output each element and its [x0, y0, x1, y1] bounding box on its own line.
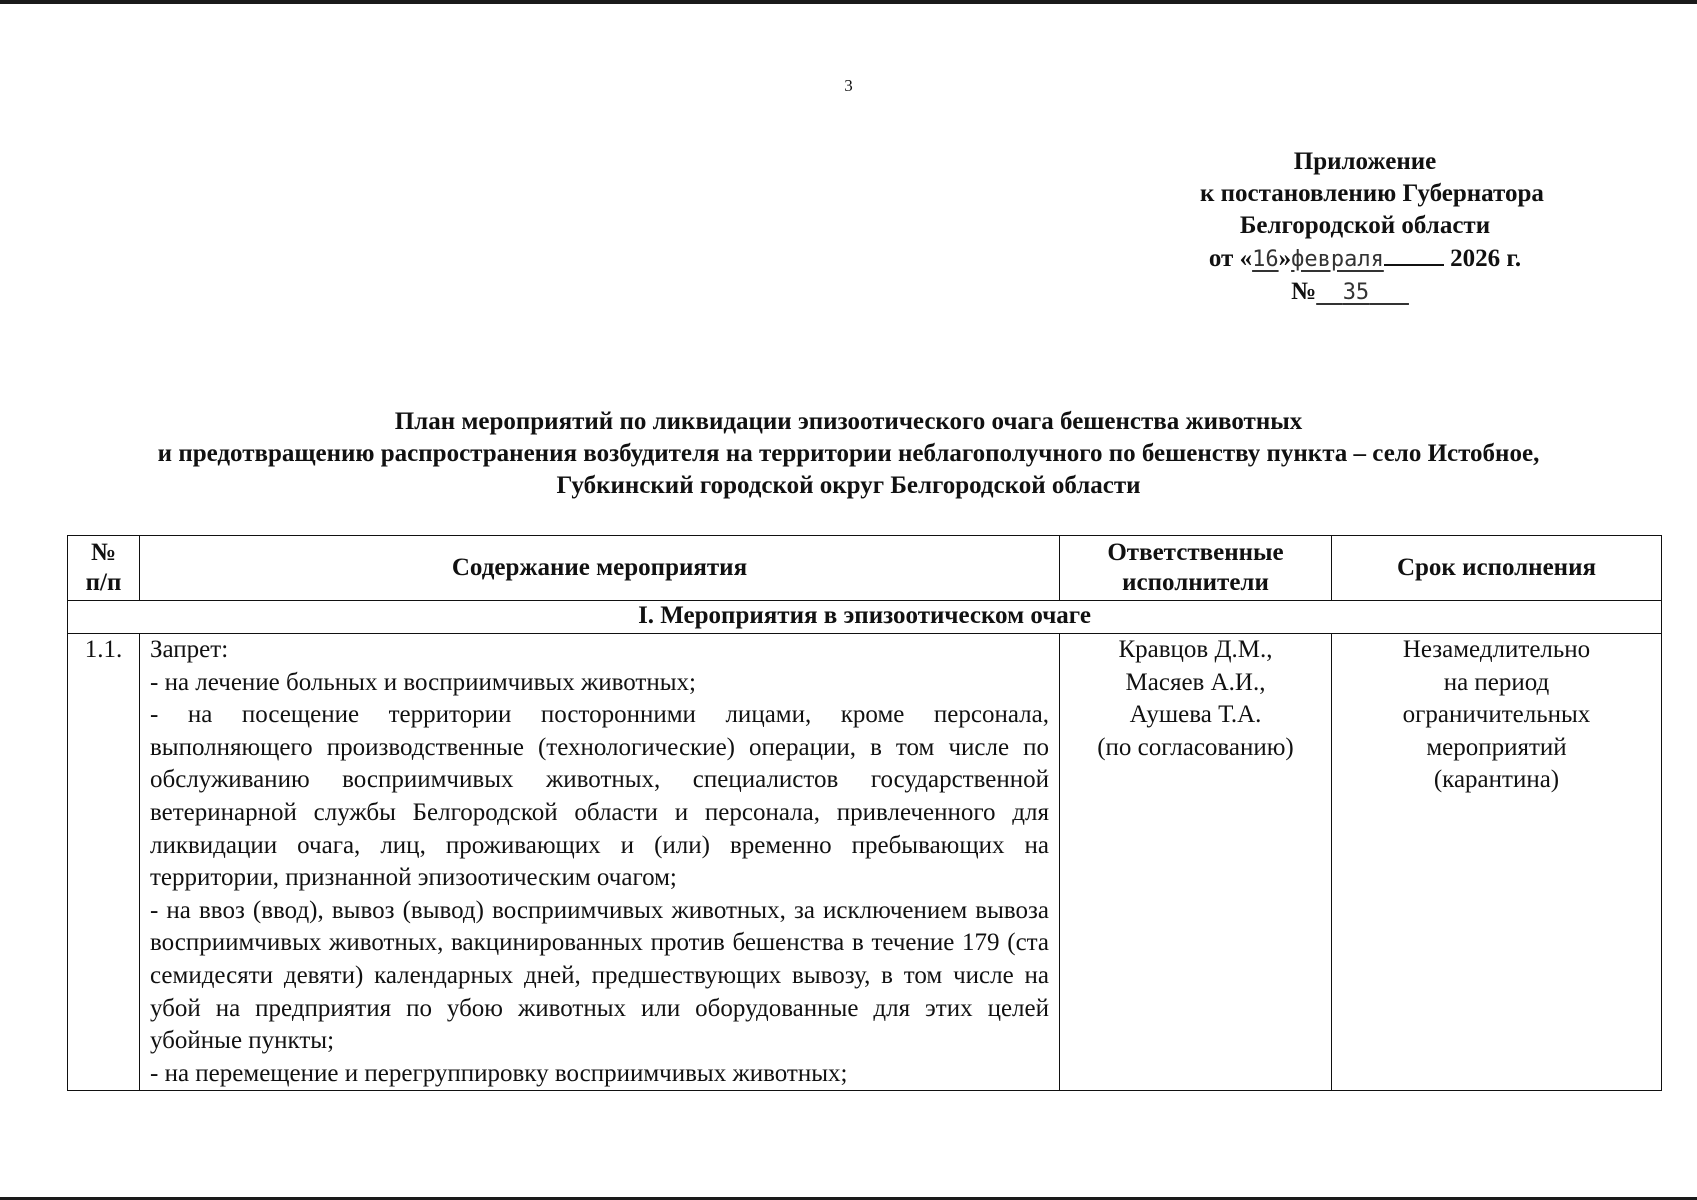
table-header-row	[68, 536, 1662, 601]
appendix-block	[1200, 146, 1544, 309]
content-item: - на перемещение и перегруппировку восприимчивых животных;	[150, 1059, 848, 1087]
row-content	[140, 634, 1060, 1091]
responsible-person: Масяев А.И.,	[1125, 668, 1266, 696]
number-prefix: №	[1291, 278, 1317, 305]
header-content: Содержание мероприятия	[140, 536, 1060, 601]
row-deadline	[1332, 634, 1662, 1091]
section-row	[68, 601, 1662, 634]
section-heading: I. Мероприятия в эпизоотическом очаге	[68, 601, 1662, 634]
title-line-2: и предотвращению распространения возбудителя на территории неблагополучного по бешенству пункта – село Истобное,	[157, 440, 1540, 467]
header-responsible	[1060, 536, 1332, 601]
page-number: 3	[844, 76, 853, 95]
title-line-1: План мероприятий по ликвидации эпизоотического очага бешенства животных	[394, 408, 1303, 435]
content-item: Запрет:	[150, 636, 229, 663]
deadline-line: (карантина)	[1433, 766, 1560, 794]
header-responsible-line1: Ответственные	[1107, 539, 1284, 566]
date-day: 16	[1252, 247, 1279, 272]
number-value-text: 35	[1342, 280, 1370, 305]
date-blank	[1384, 242, 1444, 266]
date-prefix: от «	[1208, 245, 1253, 272]
content-item: - на посещение территории посторонними лицами, кроме персонала, выполняющего производственные (технологические) операции, в том числе по обслуживанию восприимчивых животных, специалистов государственной ветеринарной службы Белгородской области и персонала, привлеченного для ликвидации очага, лиц, проживающих и (или) временно пребывающих на территории, признанной эпизоотическим очагом;	[150, 701, 1049, 892]
header-deadline: Срок исполнения	[1332, 536, 1662, 601]
responsible-person: Аушева Т.А.	[1129, 701, 1262, 729]
appendix-date	[1200, 242, 1530, 276]
header-number-line1: №	[90, 539, 117, 566]
plan-table	[67, 535, 1662, 1091]
responsible-note: (по согласованию)	[1097, 733, 1294, 761]
content-item: - на ввоз (ввод), вывоз (вывод) восприимчивых животных, за исключением вывоза восприимчивых животных, вакцинированных против бешенства в течение 179 (ста семидесяти девяти) календарных дней, предшествующих вывозу, в том числе на убой на предприятия по убою животных или оборудованные для этих целей убойные пункты;	[150, 896, 1049, 1055]
content-item: - на лечение больных и восприимчивых животных;	[150, 668, 696, 696]
deadline-line: на период	[1443, 668, 1550, 696]
number-value	[1316, 280, 1409, 305]
date-mid: »	[1278, 245, 1292, 272]
deadline-line: Незамедлительно	[1402, 636, 1591, 663]
responsible-person: Кравцов Д.М.,	[1118, 636, 1273, 663]
appendix-reference: к постановлению Губернатора	[1200, 180, 1544, 207]
deadline-line: мероприятий	[1426, 733, 1567, 761]
date-year: 2026 г.	[1450, 245, 1522, 272]
scan-border-top	[0, 0, 1697, 4]
header-number-line2: п/п	[85, 569, 122, 596]
appendix-region: Белгородской области	[1239, 212, 1491, 239]
table-row	[68, 634, 1662, 1091]
row-responsible	[1060, 634, 1332, 1091]
header-number	[68, 536, 140, 601]
appendix-title: Приложение	[1293, 148, 1437, 175]
deadline-line: ограничительных	[1402, 701, 1591, 729]
header-responsible-line2: исполнители	[1122, 569, 1269, 596]
appendix-number	[1200, 276, 1530, 309]
date-month: февраля	[1291, 247, 1384, 272]
document-title	[0, 406, 1697, 502]
title-line-3: Губкинский городской округ Белгородской области	[556, 472, 1141, 499]
row-number: 1.1.	[68, 634, 140, 1091]
